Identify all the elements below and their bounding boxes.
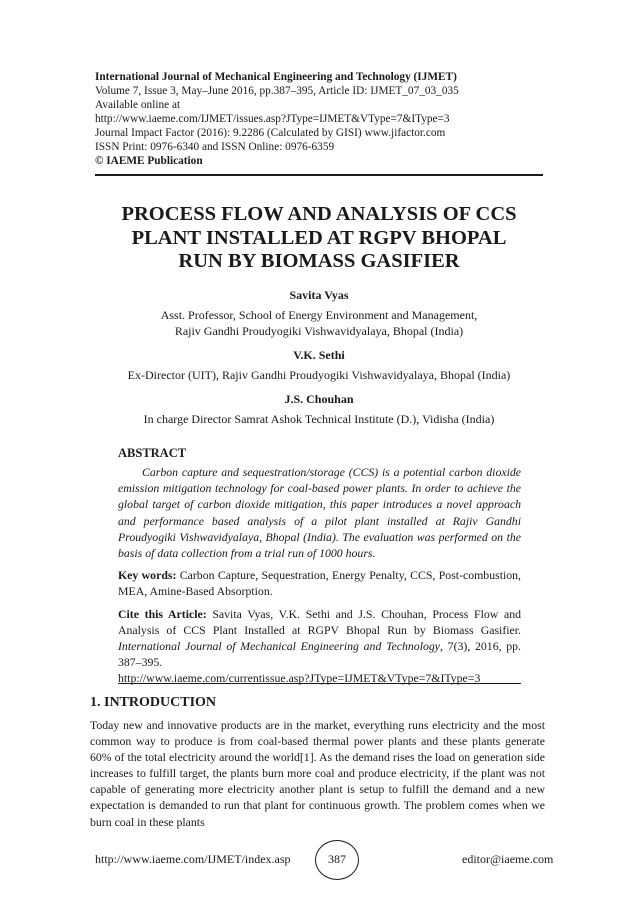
cite-text: Savita Vyas, V.K. Sethi and J.S. Chouhan, Process Flow and Analysis of CCS Plant Installed at RGPV Bhopal Run by Biomass Gasifier. [118, 606, 522, 637]
journal-impact-factor: Journal Impact Factor (2016): 9.2286 (Calculated by GISI) www.jifactor.com [95, 127, 446, 139]
journal-publisher: © IAEME Publication [95, 155, 203, 167]
paper-title-line: PROCESS FLOW AND ANALYSIS OF CCS [121, 203, 517, 225]
cite-details: , 7(3), 2016, pp. 387–395. [118, 639, 521, 670]
page-footer [0, 838, 638, 878]
author-name: V.K. Sethi [293, 348, 345, 362]
paper-title-line: PLANT INSTALLED AT RGPV BHOPAL [131, 226, 507, 249]
author-affiliation: Ex-Director (UIT), Rajiv Gandhi Proudyogiki Vishwavidyalaya, Bhopal (India) [127, 368, 511, 382]
author-block [60, 392, 578, 427]
journal-header [95, 70, 543, 168]
paper-title-line: RUN BY BIOMASS GASIFIER [178, 250, 460, 272]
author-affiliation: In charge Director Samrat Ashok Technical Institute (D.), Vidisha (India) [143, 412, 495, 426]
footer-url[interactable]: http://www.iaeme.com/IJMET/index.asp [95, 852, 291, 866]
journal-issue-url[interactable]: http://www.iaeme.com/IJMET/issues.asp?JType=IJMET&VType=7&IType=3 [95, 113, 450, 125]
page-number-circle [315, 840, 359, 880]
cite-url[interactable]: http://www.iaeme.com/currentissue.asp?JType=IJMET&VType=7&IType=3 [118, 671, 481, 686]
author-name: J.S. Chouhan [284, 392, 354, 406]
section-body: Today new and innovative products are in the market, everything runs electricity and the most common way to produce is from coal-based thermal power plants and these plants generate 60% of the total electricity around the world[1]. As the demand rises the load on generation side increases to fulfill target, the plants burn more coal and produce electricity, if the plant was not capable of generating more electricity another plant is setup to fulfill the demand and a new expectation is demanded to run that plant for continuous growth. The problem comes when we burn coal in these plants [90, 718, 545, 829]
journal-volume: Volume 7, Issue 3, May–June 2016, pp.387–395, Article ID: IJMET_07_03_035 [95, 85, 459, 97]
abstract-heading: ABSTRACT [118, 446, 187, 460]
footer-email[interactable]: editor@iaeme.com [462, 852, 554, 866]
abstract-text: Carbon capture and sequestration/storage (CCS) is a potential carbon dioxide emission mitigation technology for coal-based power plants. In order to achieve the global target of carbon dioxide mitigation, this paper introduces a novel approach and performance based analysis of a pilot plant installed at Rajiv Gandhi Proudyogiki Vishwavidyalaya, Bhopal (India). The evaluation was performed on the basis of data collection from a trial run of 1000 hours. [118, 465, 521, 561]
author-name: Savita Vyas [289, 288, 349, 302]
introduction-section [90, 694, 545, 830]
abstract-divider [118, 683, 521, 684]
journal-available: Available online at [95, 99, 181, 111]
keywords-label: Key words: [118, 568, 177, 583]
author-block [60, 288, 578, 339]
page-number: 387 [328, 852, 346, 866]
abstract-section [118, 445, 521, 687]
keywords [118, 567, 521, 599]
author-affiliation: Rajiv Gandhi Proudyogiki Vishwavidyalaya, Bhopal (India) [174, 324, 464, 338]
cite-journal: International Journal of Mechanical Engineering and Technology [118, 639, 441, 654]
journal-title: International Journal of Mechanical Engineering and Technology (IJMET) [95, 71, 457, 83]
journal-issn: ISSN Print: 0976-6340 and ISSN Online: 0976-6359 [95, 141, 335, 153]
paper-title [80, 203, 558, 274]
header-divider [95, 174, 543, 176]
cite-label: Cite this Article: [118, 606, 207, 621]
cite-article [118, 606, 521, 687]
author-block [60, 348, 578, 383]
author-affiliation: Asst. Professor, School of Energy Environment and Management, [160, 308, 478, 322]
keywords-text: Carbon Capture, Sequestration, Energy Penalty, CCS, Post-combustion, MEA, Amine-Based Absorption. [118, 568, 521, 599]
section-heading: 1. INTRODUCTION [90, 695, 217, 710]
